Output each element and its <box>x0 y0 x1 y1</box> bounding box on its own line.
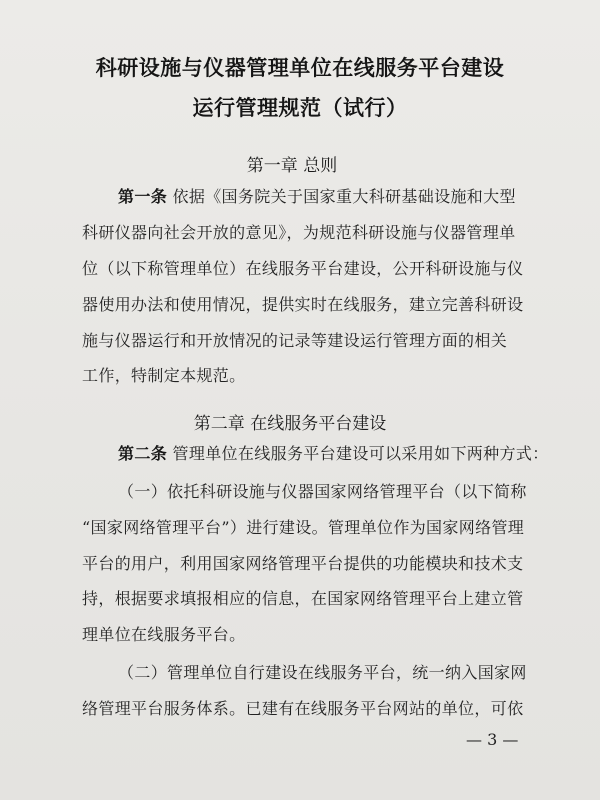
article-2-text: 管理单位在线服务平台建设可以采用如下两种方式： <box>172 444 549 463</box>
chapter-2-heading: 第二章 在线服务平台建设 <box>193 414 387 434</box>
article-1-line-2: 科研仪器向社会开放的意见》，为规范科研设施与仪器管理单 <box>82 223 516 242</box>
chapter-1-heading: 第一章 总则 <box>246 156 338 176</box>
article-2-line-1 <box>118 441 549 464</box>
item-2-line-1: （二）管理单位自行建设在线服务平台，统一纳入国家网 <box>118 663 527 682</box>
item-1-line-1: （一）依托科研设施与仪器国家网络管理平台（以下简称 <box>118 482 527 501</box>
item-1-line-2: “国家网络管理平台”）进行建设。管理单位作为国家网络管理 <box>82 518 525 537</box>
page-number: — 3 — <box>466 730 519 749</box>
article-1-line-4: 器使用办法和使用情况，提供实时在线服务，建立完善科研设 <box>82 295 524 314</box>
document-title-line-1: 科研设施与仪器管理单位在线服务平台建设 <box>95 56 505 80</box>
item-1-line-4: 持，根据要求填报相应的信息，在国家网络管理平台上建立管 <box>82 589 524 608</box>
article-1-label: 第一条 <box>118 187 168 206</box>
item-2-line-2: 络管理平台服务体系。已建有在线服务平台网站的单位，可依 <box>82 699 524 718</box>
document-title-line-2: 运行管理规范（试行） <box>192 96 408 120</box>
article-1-text: 依据《国务院关于国家重大科研基础设施和大型 <box>172 187 516 206</box>
article-1-line-6: 工作，特制定本规范。 <box>82 366 246 385</box>
article-1-line-5: 施与仪器运行和开放情况的记录等建设运行管理方面的相关 <box>82 331 508 350</box>
item-1-line-5: 理单位在线服务平台。 <box>82 625 246 644</box>
item-1-line-3: 平台的用户，利用国家网络管理平台提供的功能模块和技术支 <box>82 554 524 573</box>
article-1-line-3: 位（以下称管理单位）在线服务平台建设，公开科研设施与仪 <box>82 259 524 278</box>
article-2-label: 第二条 <box>118 444 168 463</box>
article-1-line-1 <box>118 184 544 207</box>
